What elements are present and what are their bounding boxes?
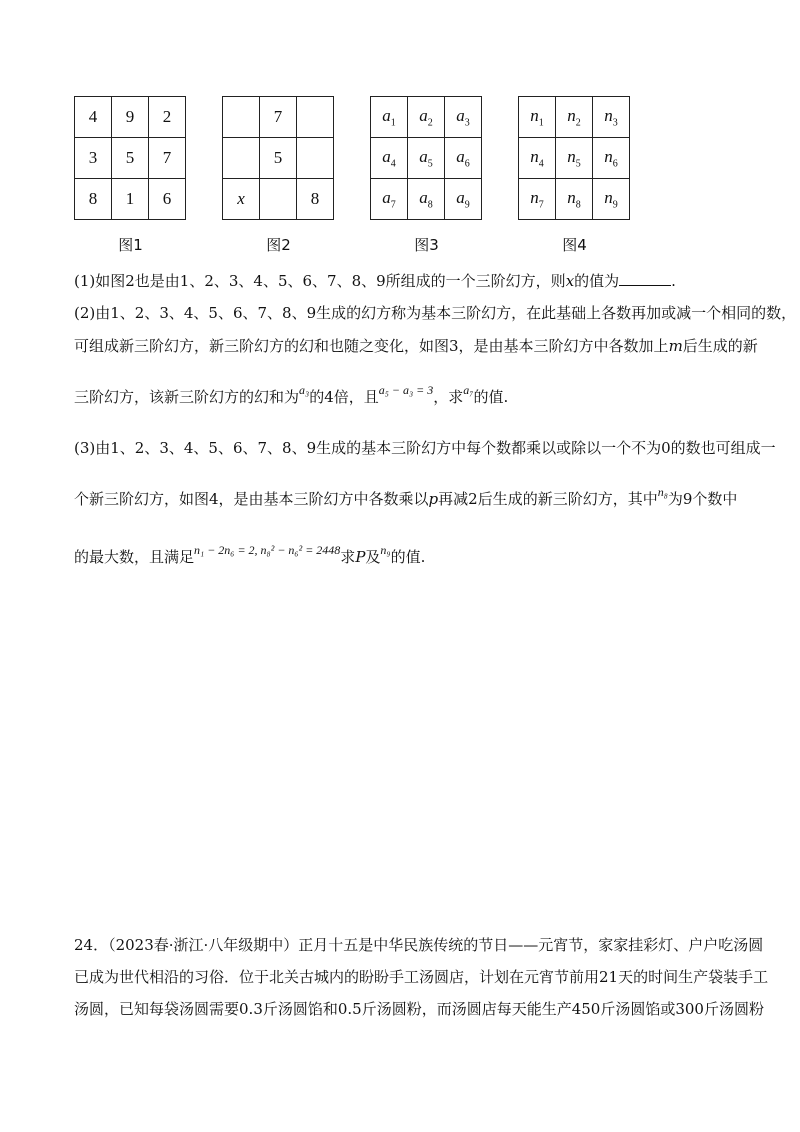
question-2-line-1: (2)由1、2、3、4、5、6、7、8、9生成的幻方称为基本三阶幻方，在此基础上各数再加或减一个相同的数， — [74, 304, 797, 322]
figure-caption-2: 图2 — [266, 236, 291, 254]
question-24-line-2: 已成为世代相沿的习俗．位于北关古城内的盼盼手工汤圆店，计划在元宵节前用21天的时间生产袋装手工 — [74, 968, 769, 986]
magic-square-fig3 — [370, 96, 482, 220]
grid-cell: 3 — [75, 138, 112, 179]
figure-caption-4: 图4 — [562, 236, 587, 254]
question-2-line-2: 可组成新三阶幻方，新三阶幻方的幻和也随之变化，如图3，是由基本三阶幻方中各数加上m后生成的新 — [74, 337, 758, 355]
grid-cell: $n_6$ — [593, 138, 630, 179]
grid-cell: $a_8$ — [408, 179, 445, 220]
question-24-line-3: 汤圆，已知每袋汤圆需要0.3斤汤圆馅和0.5斤汤圆粉，而汤圆店每天能生产450斤汤圆馅或300斤汤圆粉 — [74, 1000, 764, 1018]
grid-cell: $a_9$ — [445, 179, 482, 220]
grid-cell: 9 — [112, 97, 149, 138]
magic-square-fig4 — [518, 96, 630, 220]
grid-cell — [297, 97, 334, 138]
grid-cell: x — [223, 179, 260, 220]
grid-cell: $n_4$ — [519, 138, 556, 179]
grid-cell: $a_3$ — [445, 97, 482, 138]
grid-cell: 7 — [149, 138, 186, 179]
grid-cell: $a_6$ — [445, 138, 482, 179]
grid-cell: 1 — [112, 179, 149, 220]
grid-cell — [223, 97, 260, 138]
grid-cell: $n_7$ — [519, 179, 556, 220]
grid-cell: 8 — [75, 179, 112, 220]
grid-cell — [223, 138, 260, 179]
grid-cell: $n_5$ — [556, 138, 593, 179]
grid-cell: 2 — [149, 97, 186, 138]
figure-caption-1: 图1 — [118, 236, 143, 254]
question-1: (1)如图2也是由1、2、3、4、5、6、7、8、9所组成的一个三阶幻方，则x的值为 . — [74, 272, 676, 290]
grid-cell — [297, 138, 334, 179]
grid-cell: $a_5$ — [408, 138, 445, 179]
grid-cell: $a_2$ — [408, 97, 445, 138]
grid-cell: 5 — [260, 138, 297, 179]
grid-cell: $n_8$ — [556, 179, 593, 220]
grid-cell — [260, 179, 297, 220]
grid-cell: $n_3$ — [593, 97, 630, 138]
figure-caption-3: 图3 — [414, 236, 439, 254]
magic-square-fig1 — [74, 96, 186, 220]
question-2-line-3: 三阶幻方，该新三阶幻方的幻和为$^{a_3}$的4倍，且$^{a_5 - a_3 = 3}$，求$^{a_7}$的值. — [74, 383, 509, 406]
answer-blank[interactable] — [619, 271, 671, 286]
grid-cell: 6 — [149, 179, 186, 220]
grid-cell: 4 — [75, 97, 112, 138]
grid-cell: 7 — [260, 97, 297, 138]
grid-cell: $a_4$ — [371, 138, 408, 179]
grid-cell: 5 — [112, 138, 149, 179]
grid-cell: $n_1$ — [519, 97, 556, 138]
question-3-line-2: 个新三阶幻方，如图4，是由基本三阶幻方中各数乘以p再减2后生成的新三阶幻方，其中$^{n_8}$为9个数中 — [74, 485, 738, 508]
grid-cell: $a_7$ — [371, 179, 408, 220]
question-24-line-1: 24．（2023春·浙江·八年级期中）正月十五是中华民族传统的节日——元宵节，家家挂彩灯、户户吃汤圆 — [74, 936, 764, 954]
grid-cell: $n_9$ — [593, 179, 630, 220]
magic-square-fig2 — [222, 96, 334, 220]
question-3-line-1: (3)由1、2、3、4、5、6、7、8、9生成的基本三阶幻方中每个数都乘以或除以一个不为0的数也可组成一 — [74, 439, 776, 457]
grid-cell: 8 — [297, 179, 334, 220]
question-3-line-3: 的最大数，且满足$^{n_1 - 2n_6 = 2, n_8^2 - n_6^2 = 2448}$求P及$^{n_9}$的值. — [74, 543, 426, 566]
grid-cell: $a_1$ — [371, 97, 408, 138]
grid-cell: $n_2$ — [556, 97, 593, 138]
